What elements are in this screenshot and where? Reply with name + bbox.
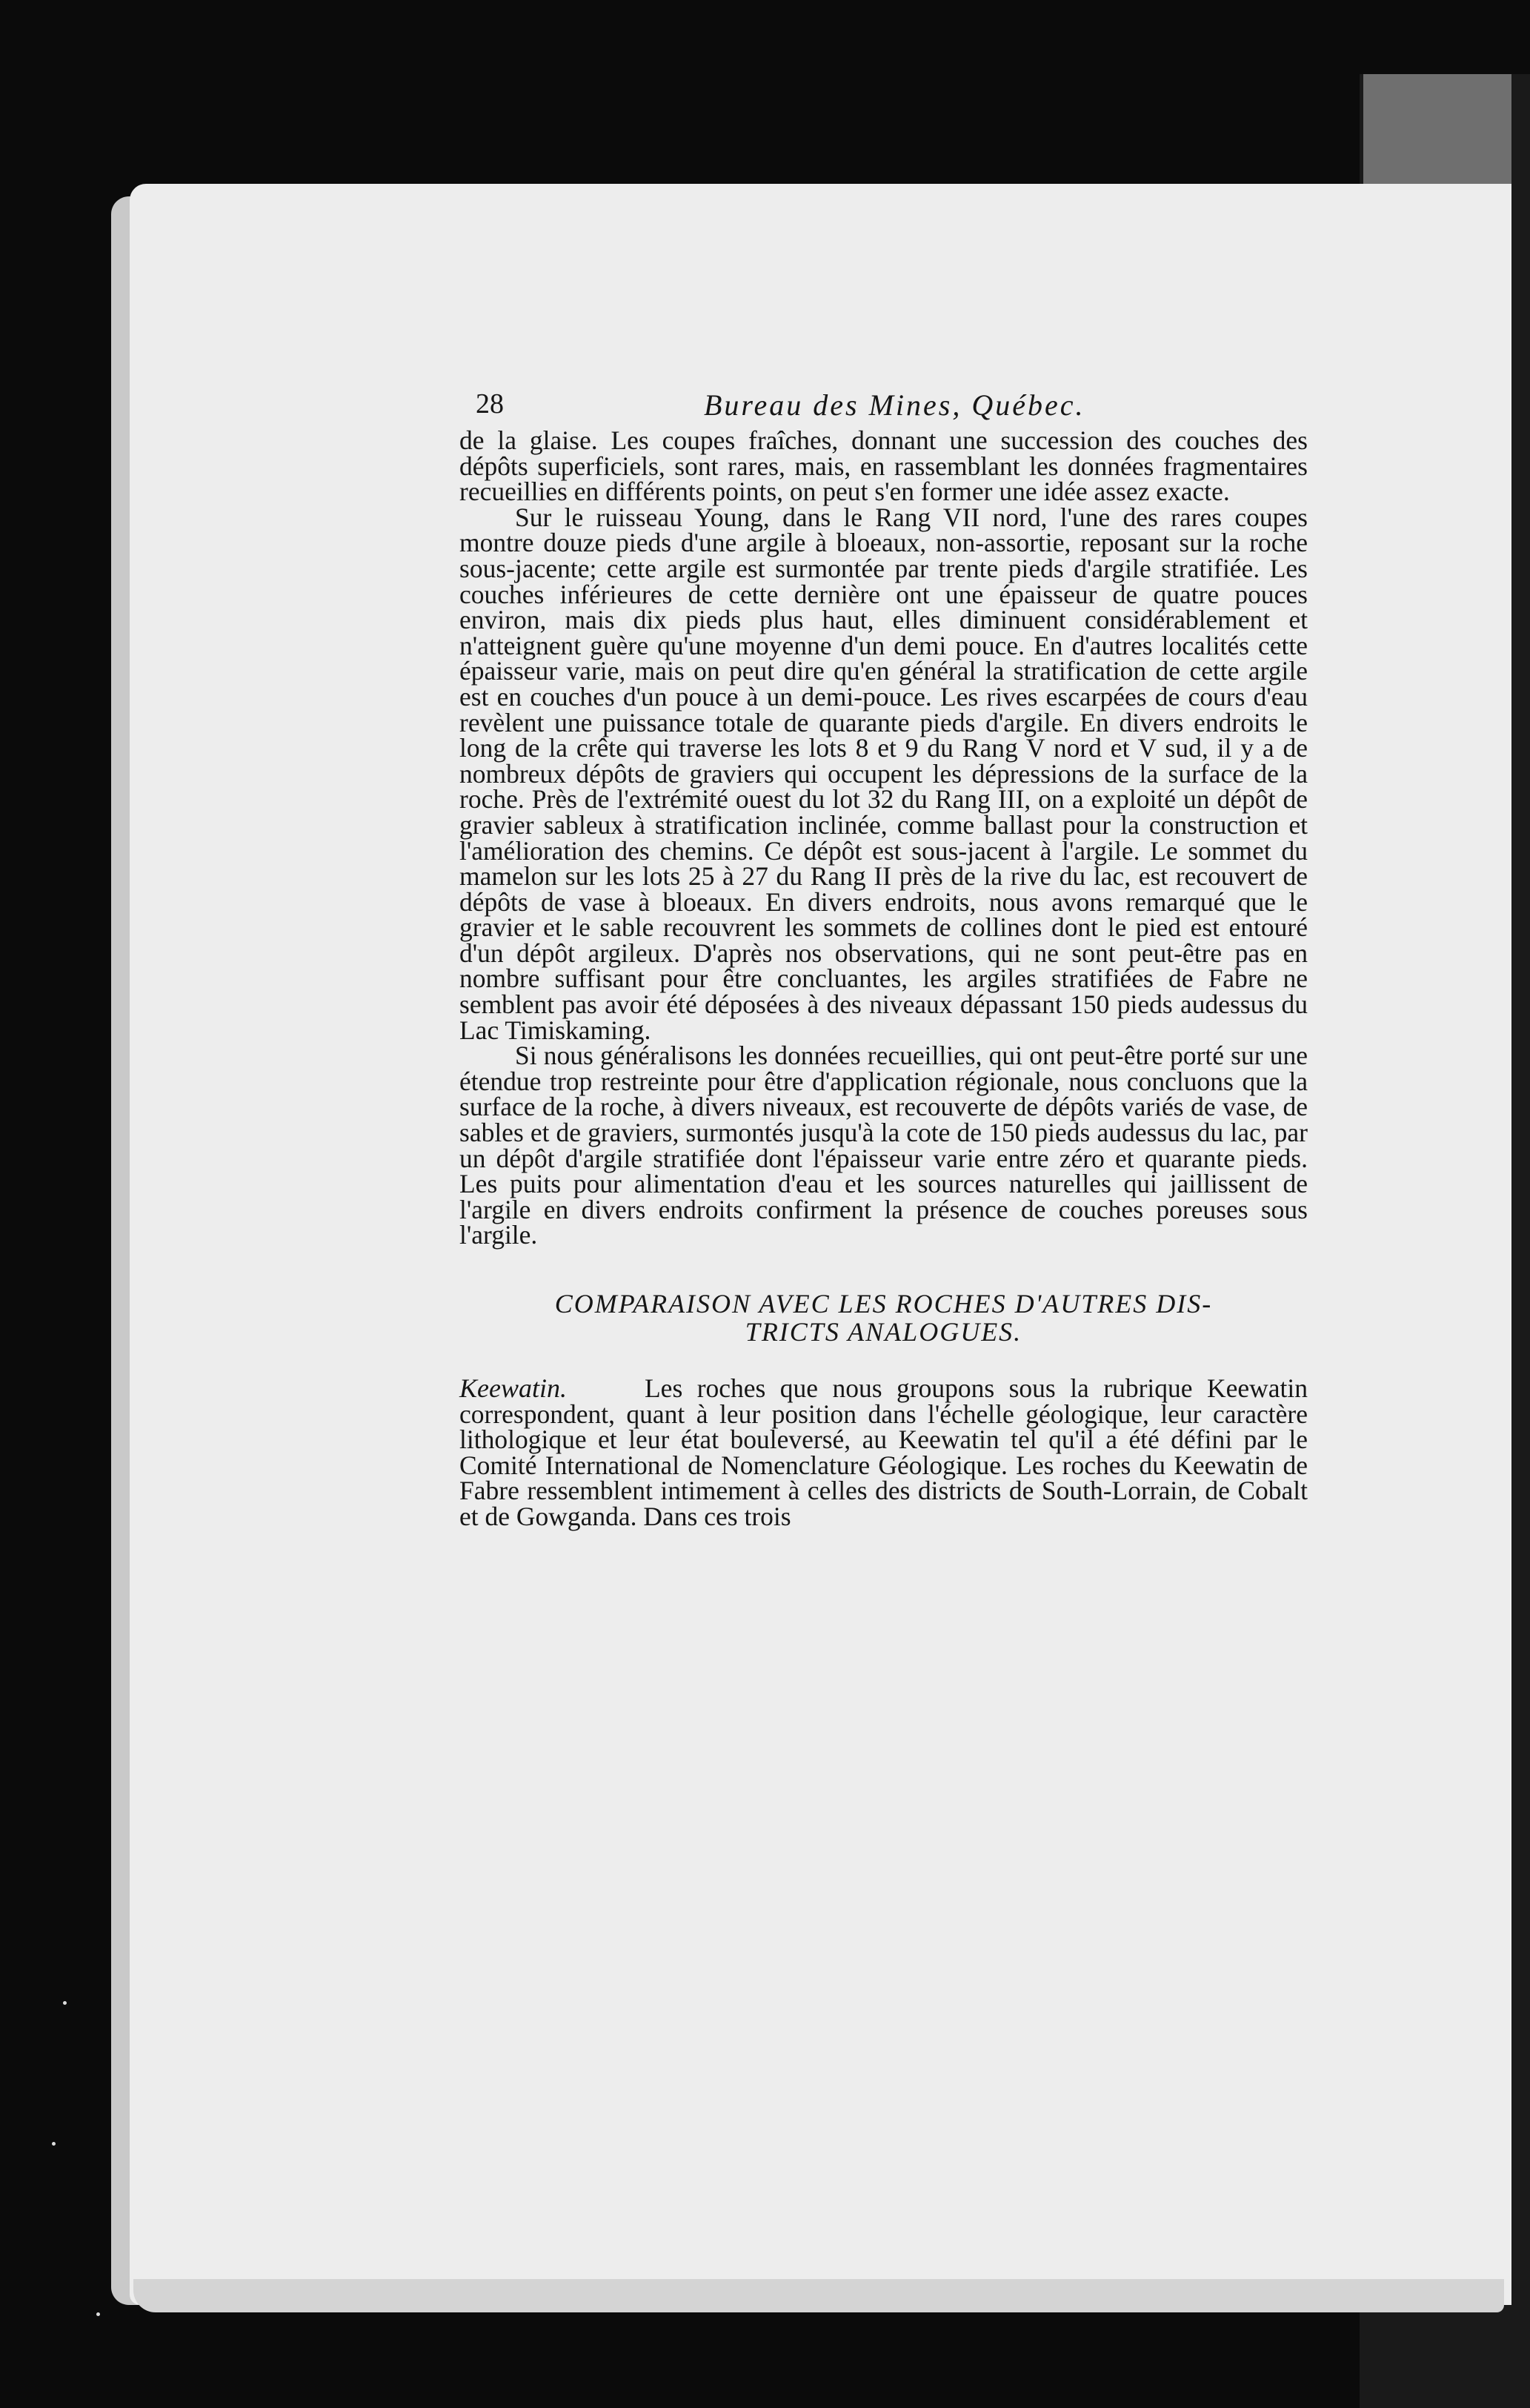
keewatin-sidehead: Keewatin. <box>459 1373 567 1403</box>
dust-speck <box>52 2142 56 2146</box>
running-head-title: Bureau des Mines, Québec. <box>704 388 1085 422</box>
section-heading <box>459 1290 1308 1346</box>
page-bottom-edge <box>133 2279 1504 2312</box>
paragraph-summary: Si nous généralisons les données recueillies, qui ont peut-être porté sur une étendue trop restreinte pour être d'application régionale, nous concluons que la surface de la roche, à divers niveaux, est recouverte de dépôts variés de vase, de sables et de graviers, surmontés jusqu'à la cote de 150 pieds audessus du lac, par un dépôt d'argile stratifiée dont l'épaisseur varie entre zéro et quarante pieds. Les puits pour alimentation d'eau et les sources naturelles qui jaillissent de l'argile en divers endroits confirment la présence de couches poreuses sous l'argile. <box>459 1041 1308 1250</box>
text-block <box>459 382 1308 1530</box>
dust-speck <box>63 2001 67 2005</box>
dust-speck <box>96 2312 100 2316</box>
keewatin-text: Les roches que nous groupons sous la rubrique Keewatin correspondent, quant à leur position dans l'échelle géologique, leur caractère lithologique et leur état bouleversé, au Keewatin tel qu'il a été défini par le Comité International de Nomenclature Géologique. Les roches du Keewatin de Fabre ressemblent intimement à celles des districts de South-Lorrain, de Cobalt et de Gowganda. Dans ces trois <box>459 1373 1308 1531</box>
page-number: 28 <box>476 388 504 419</box>
keewatin-paragraph <box>459 1373 1308 1531</box>
paragraph-young-creek: Sur le ruisseau Young, dans le Rang VII nord, l'une des rares coupes montre douze pieds d'une argile à bloeaux, non-assortie, reposant sur la roche sous-jacente; cette argile est surmontée par trente pieds d'argile stratifiée. Les couches inférieures de cette dernière ont une épaisseur de quatre pouces environ, mais dix pieds plus haut, elles diminuent considérablement et n'atteignent guère qu'une moyenne d'un demi pouce. En d'autres localités cette épaisseur varie, mais on peut dire qu'en général la stratification de cette argile est en couches d'un pouce à un demi-pouce. Les rives escarpées de cours d'eau revèlent une puissance totale de quarante pieds d'argile. En divers endroits le long de la crête qui traverse les lots 8 et 9 du Rang V nord et V sud, il y a de nombreux dépôts de graviers qui occupent les dépressions de la surface de la roche. Près de l'extrémité ouest du lot 32 du Rang III, on a exploité un dépôt de gravier sableux à stratification inclinée, comme ballast pour la construction et l'amélioration des chemins. Ce dépôt est sous-jacent à l'argile. Le sommet du mamelon sur les lots 25 à 27 du Rang II près de la rive du lac, est recouvert de dépôts de vase à bloeaux. En divers endroits, nous avons remarqué que le gravier et le sable recouvrent les sommets de collines dont le pied est entouré d'un dépôt argileux. D'après nos observations, qui ne sont peut-être pas en nombre suffisant pour être concluantes, les argiles stratifiées de Fabre ne semblent pas avoir été déposées à des niveaux dépassant 150 pieds audessus du Lac Timiskaming. <box>459 502 1308 1045</box>
section-heading-line-1: COMPARAISON AVEC LES ROCHES D'AUTRES DIS- <box>554 1289 1213 1319</box>
running-head <box>459 382 1308 428</box>
paragraph-continuation: de la glaise. Les coupes fraîches, donnant une succession des couches des dépôts superficiels, sont rares, mais, en rassemblant les données fragmentaires recueillies en différents points, on peut s'en former une idée assez exacte. <box>459 425 1308 507</box>
section-heading-line-2: TRICTS ANALOGUES. <box>745 1317 1022 1347</box>
